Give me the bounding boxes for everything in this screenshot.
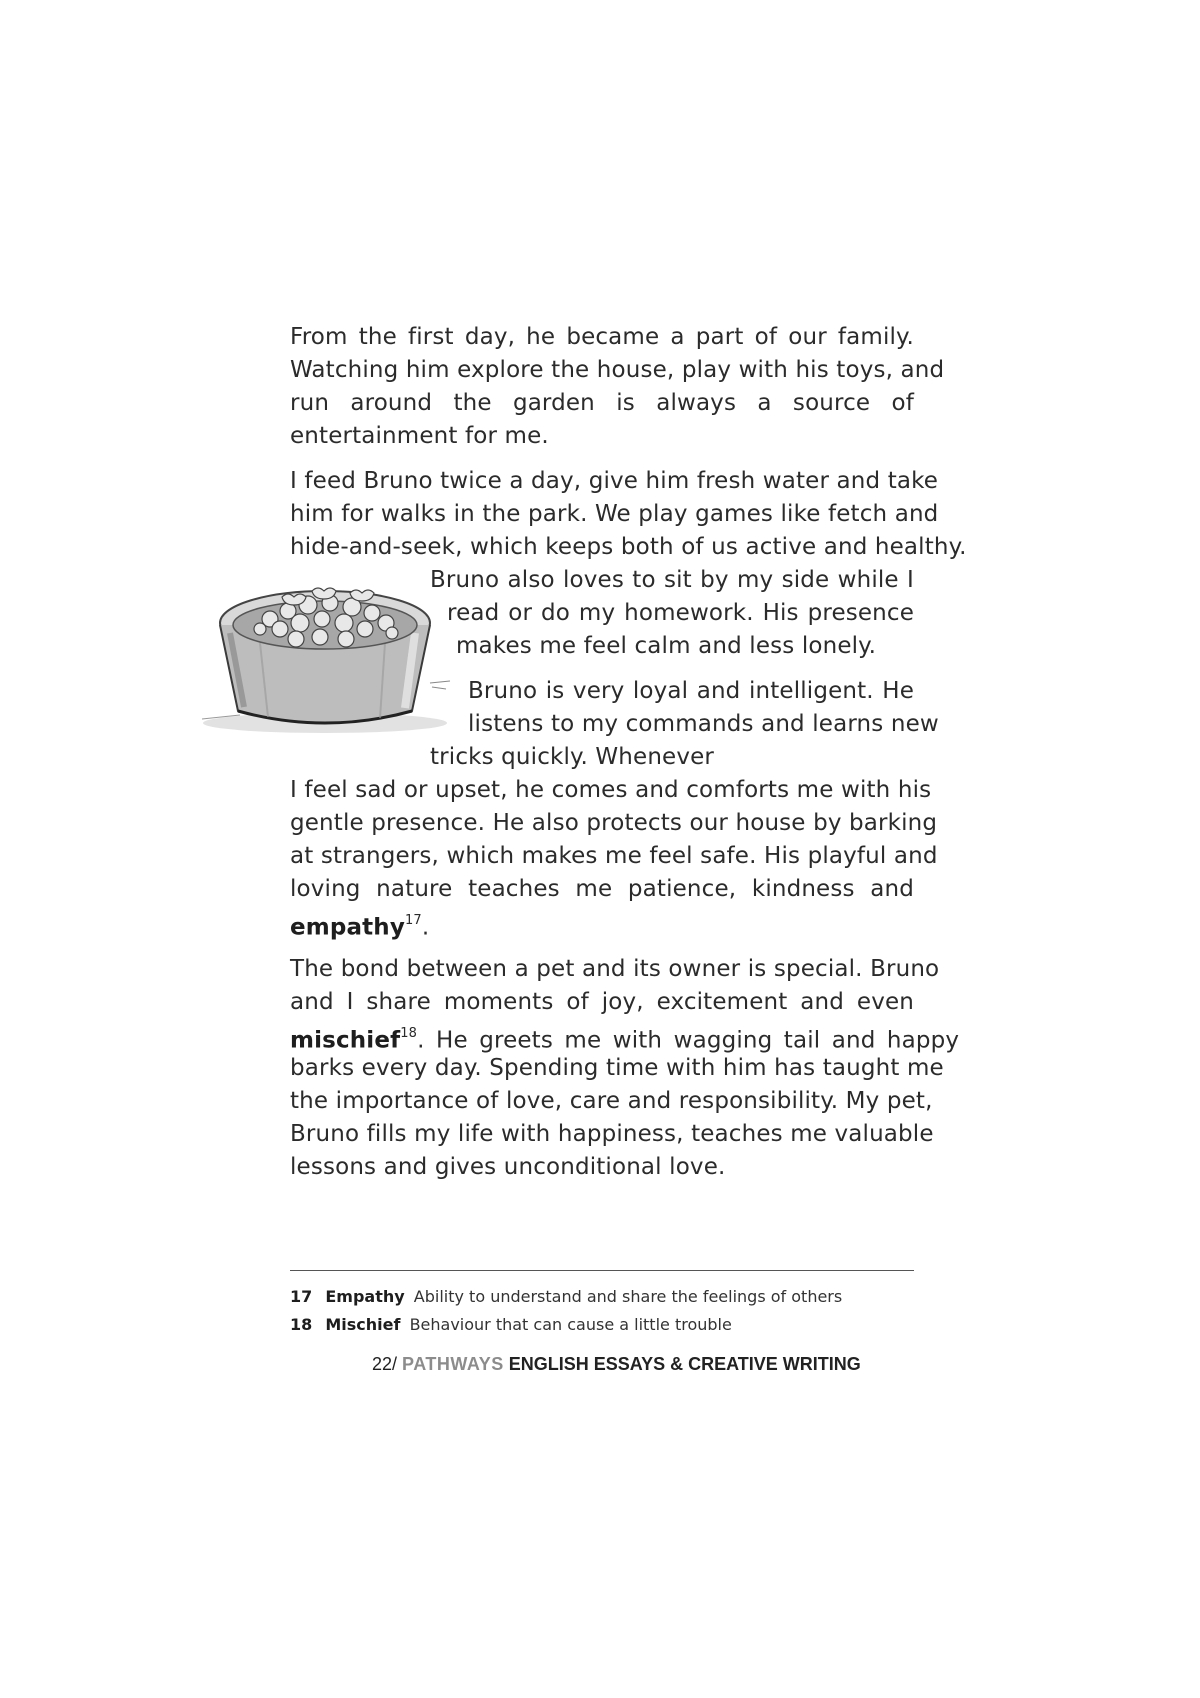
text-line: entertainment for me. [290, 423, 549, 449]
page-number: 22/ [372, 1354, 398, 1374]
text-line: listens to my commands and learns new [468, 711, 939, 737]
text-line: From the first day, he became a part of our family. [290, 324, 914, 350]
text-line: him for walks in the park. We play games like fetch and [290, 501, 939, 527]
footnote-divider [290, 1270, 914, 1271]
footnote-definition: Ability to understand and share the feelings of others [413, 1287, 843, 1306]
text-fragment: . He greets me with wagging tail and happy [417, 1027, 960, 1054]
text-line: at strangers, which makes me feel safe. His playful and [290, 843, 938, 869]
text-line [290, 906, 914, 945]
text-line: lessons and gives unconditional love. [290, 1154, 726, 1180]
footnote [290, 1286, 842, 1308]
text-line: hide-and-seek, which keeps both of us active and healthy. [290, 534, 967, 560]
footnote-number: 17 [290, 1287, 313, 1306]
footnote-term: Mischief [325, 1315, 401, 1334]
glossary-term: mischief [290, 1027, 401, 1054]
footnote [290, 1314, 732, 1336]
text-line: loving nature teaches me patience, kindness and [290, 876, 914, 902]
text-line: The bond between a pet and its owner is special. Bruno [290, 956, 940, 982]
text-line: tricks quickly. Whenever [430, 744, 715, 770]
text-line: barks every day. Spending time with him has taught me [290, 1055, 944, 1081]
glossary-term: empathy [290, 914, 405, 941]
footnote-number: 18 [290, 1315, 313, 1334]
page-footer [372, 1354, 861, 1375]
text-line: and I share moments of joy, excitement and even [290, 989, 914, 1015]
text-line: makes me feel calm and less lonely. [456, 633, 877, 659]
text-line: Watching him explore the house, play with his toys, and [290, 357, 945, 383]
text-line: Bruno also loves to sit by my side while I [430, 567, 914, 593]
text-line: Bruno fills my life with happiness, teaches me valuable [290, 1121, 934, 1147]
brand-name: PATHWAYS [402, 1354, 504, 1374]
footnote-term: Empathy [325, 1287, 405, 1306]
text-line: read or do my homework. His presence [447, 600, 914, 626]
text-line: I feed Bruno twice a day, give him fresh water and take [290, 468, 939, 494]
footnote-ref: 18 [400, 1026, 418, 1041]
text-line: the importance of love, care and responsibility. My pet, [290, 1088, 933, 1114]
text-line: I feel sad or upset, he comes and comforts me with his [290, 777, 932, 803]
pet-food-bowl-icon [200, 583, 458, 741]
footnote-definition: Behaviour that can cause a little trouble [409, 1315, 732, 1334]
book-title: ENGLISH ESSAYS & CREATIVE WRITING [508, 1354, 861, 1374]
text-fragment: . [421, 914, 430, 941]
footnote-ref: 17 [404, 913, 422, 928]
text-line: Bruno is very loyal and intelligent. He [468, 678, 914, 704]
text-line: run around the garden is always a source of [290, 390, 914, 416]
text-line: gentle presence. He also protects our house by barking [290, 810, 938, 836]
